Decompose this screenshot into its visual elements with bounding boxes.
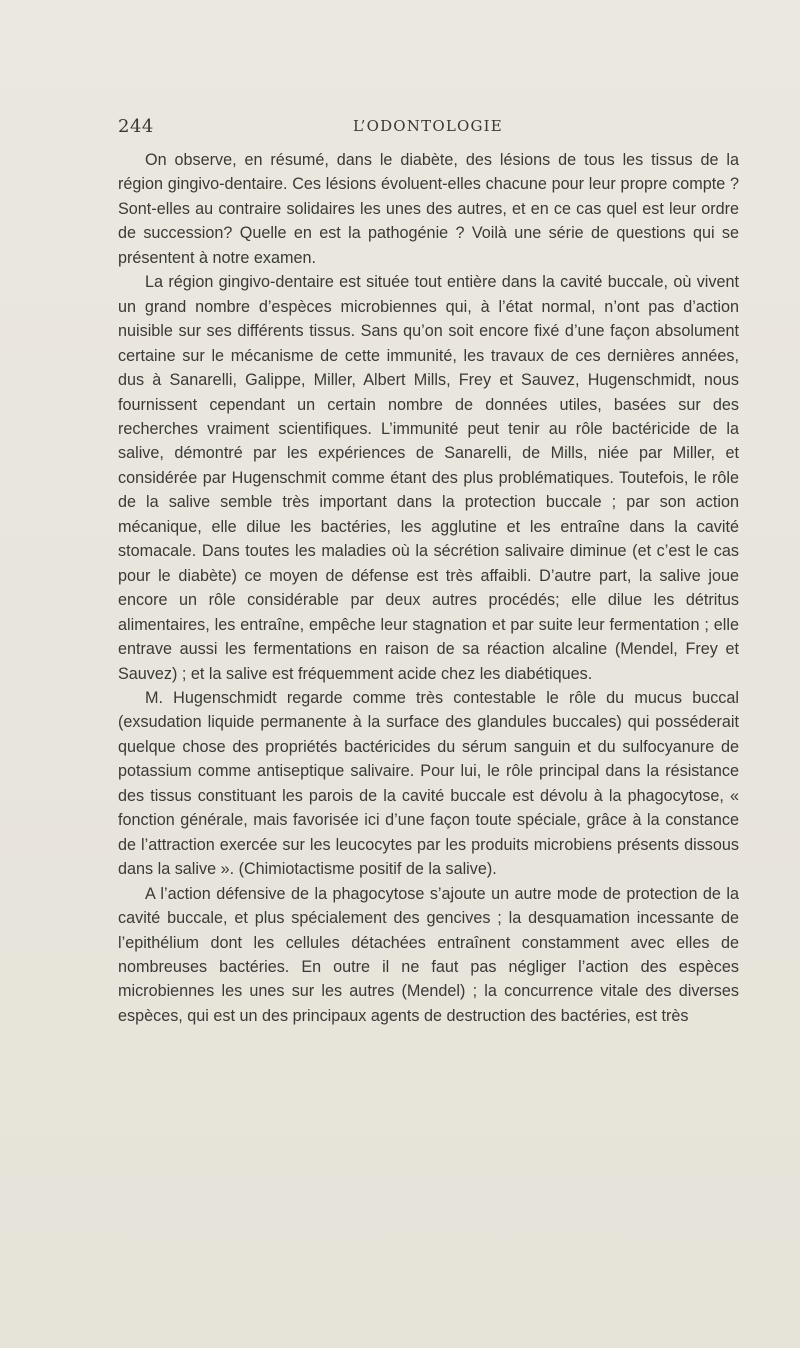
paragraph-2: La région gingivo-dentaire est située tout entière dans la cavité buccale, où vivent un grand nombre d’espèces microbiennes qui, à l’état normal, n’ont pas d’action nuisible sur ses différents tissus. Sans qu’on soit encore fixé d’une façon absolument certaine sur le mécanisme de cette immunité, les travaux de ces dernières années, dus à Sanarelli, Galippe, Miller, Albert Mills, Frey et Sauvez, Hugenschmidt, nous fournissent cependant un certain nombre de données utiles, basées sur des recherches vraiment scientifiques. L’immunité peut tenir au rôle bactéricide de la salive, démontré par les expériences de Sanarelli, de Mills, niée par Miller, et considérée par Hugenschmit comme étant des plus problématiques. Toutefois, le rôle de la salive semble très important dans la protection buccale ; par son action mécanique, elle dilue les bactéries, les agglutine et les entraîne dans la cavité stomacale. Dans toutes les maladies où la sécrétion salivaire diminue (et c’est le cas pour le diabète) ce moyen de défense est très affaibli. D’autre part, la salive joue encore un rôle considérable par deux autres procédés; elle dilue les détritus alimentaires, les entraîne, empêche leur stagnation et par suite leur fermentation ; elle entrave aussi les fermentations en raison de sa réaction alcaline (Mendel, Frey et Sauvez) ; et la salive est fréquemment acide chez les diabétiques.	[118, 273, 739, 683]
paragraph-3: M. Hugenschmidt regarde comme très contestable le rôle du mucus buccal (exsudation liquide permanente à la surface des glandules buccales) qui posséderait quelque chose des propriétés bactéricides du sérum sanguin et du sulfocyanure de potassium comme antiseptique salivaire. Pour lui, le rôle principal dans la résistance des tissus constituant les parois de la cavité buccale est dévolu à la phagocytose, « fonction générale, mais favorisée ici d’une façon toute spéciale, grâce à la constance de l’attraction exercée sur les leucocytes par les produits microbiens présents dissous dans la salive ». (Chimiotactisme positif de la salive).	[118, 688, 739, 879]
page-number: 244	[118, 116, 154, 137]
page-header	[118, 116, 738, 140]
paragraph-1: On observe, en résumé, dans le diabète, des lésions de tous les tissus de la région gingivo-dentaire. Ces lésions évoluent-elles chacune pour leur propre compte ? Sont-elles au contraire solidaires les unes des autres, et en ce cas quel est leur ordre de succession? Quelle en est la pathogénie ? Voilà une série de questions qui se présentent à notre examen.	[118, 151, 739, 267]
running-title: L’ODONTOLOGIE	[353, 117, 503, 135]
paragraph-4: A l’action défensive de la phagocytose s’ajoute un autre mode de protection de la cavité buccale, et plus spécialement des gencives ; la desquamation incessante de l’epithélium dont les cellules détachées entraînent constamment avec elles de nombreuses bactéries. En outre il ne faut pas négliger l’action des espèces microbiennes les unes sur les autres (Mendel) ; la concurrence vitale des diverses espèces, qui est un des principaux agents de destruction des bactéries, est très	[118, 884, 739, 1025]
body-text	[118, 148, 739, 1028]
